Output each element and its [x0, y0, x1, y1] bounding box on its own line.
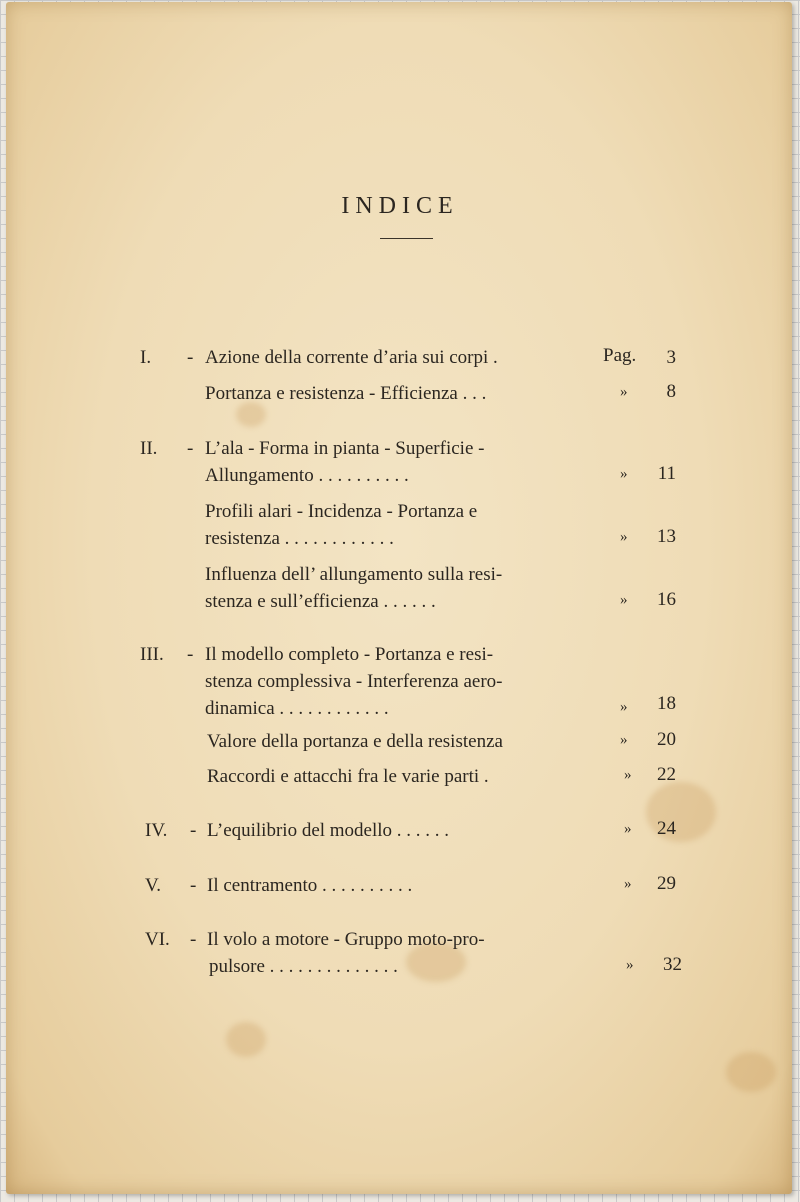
toc-entry-line: Azione della corrente d’aria sui corpi . [205, 347, 498, 368]
page-number: 8 [666, 381, 676, 402]
pag-label: Pag. [603, 345, 637, 366]
toc-entry-line: Il volo a motore - Gruppo moto-pro- [207, 929, 485, 950]
stain [726, 1052, 776, 1092]
toc-entry-line: stenza complessiva - Interferenza aero- [205, 671, 503, 692]
chapter-numeral: II. [140, 438, 158, 459]
page-number: 22 [657, 764, 676, 785]
toc-entry-line: Portanza e resistenza - Efficienza . . . [205, 383, 487, 404]
page-number: 24 [657, 818, 676, 839]
ditto-mark: » [620, 592, 628, 608]
chapter-numeral: I. [140, 347, 152, 368]
page-number: 13 [657, 526, 676, 547]
page-number: 20 [657, 729, 676, 750]
ditto-mark: » [624, 821, 632, 837]
toc-entry-line: Il modello completo - Portanza e resi- [205, 644, 494, 665]
chapter-numeral: IV. [145, 820, 168, 841]
toc-entry-line: resistenza . . . . . . . . . . . . [205, 528, 394, 549]
ditto-mark: » [624, 876, 632, 892]
chapter-numeral: VI. [145, 929, 170, 950]
toc-entry-line: Il centramento . . . . . . . . . . [207, 875, 413, 896]
ditto-mark: » [620, 732, 628, 748]
stain [236, 402, 266, 427]
dash: - [187, 644, 194, 665]
toc-entry-line: Profili alari - Incidenza - Portanza e [205, 501, 478, 522]
dash: - [190, 820, 197, 841]
page-number: 3 [666, 347, 676, 368]
title-rule [380, 238, 433, 239]
toc-entry-line: L’equilibrio del modello . . . . . . [207, 820, 450, 841]
toc-entry-line: stenza e sull’efficienza . . . . . . [205, 591, 436, 612]
toc-entry-line: pulsore . . . . . . . . . . . . . . [209, 956, 398, 977]
page-number: 11 [657, 463, 676, 484]
toc-entry-line: Allungamento . . . . . . . . . . [205, 465, 409, 486]
ditto-mark: » [626, 957, 634, 973]
toc-entry-line: Valore della portanza e della resistenza [207, 731, 503, 752]
dash: - [190, 875, 197, 896]
ditto-mark: » [620, 466, 628, 482]
page-number: 32 [663, 954, 682, 975]
toc-entry-line: L’ala - Forma in pianta - Superficie - [205, 438, 485, 459]
page-number: 18 [657, 693, 676, 714]
dash: - [190, 929, 197, 950]
stain [226, 1022, 266, 1057]
page-number: 29 [657, 873, 676, 894]
ditto-mark: » [624, 767, 632, 783]
toc-entry-line: dinamica . . . . . . . . . . . . [205, 698, 389, 719]
chapter-numeral: V. [145, 875, 162, 896]
dash: - [187, 347, 194, 368]
toc-entry-line: Raccordi e attacchi fra le varie parti . [207, 766, 489, 787]
ditto-mark: » [620, 529, 628, 545]
toc-entry-line: Influenza dell’ allungamento sulla resi- [205, 564, 503, 585]
chapter-numeral: III. [140, 644, 164, 665]
ditto-mark: » [620, 384, 628, 400]
dash: - [187, 438, 194, 459]
page-title: INDICE [341, 193, 459, 219]
page-number: 16 [657, 589, 676, 610]
ditto-mark: » [620, 699, 628, 715]
